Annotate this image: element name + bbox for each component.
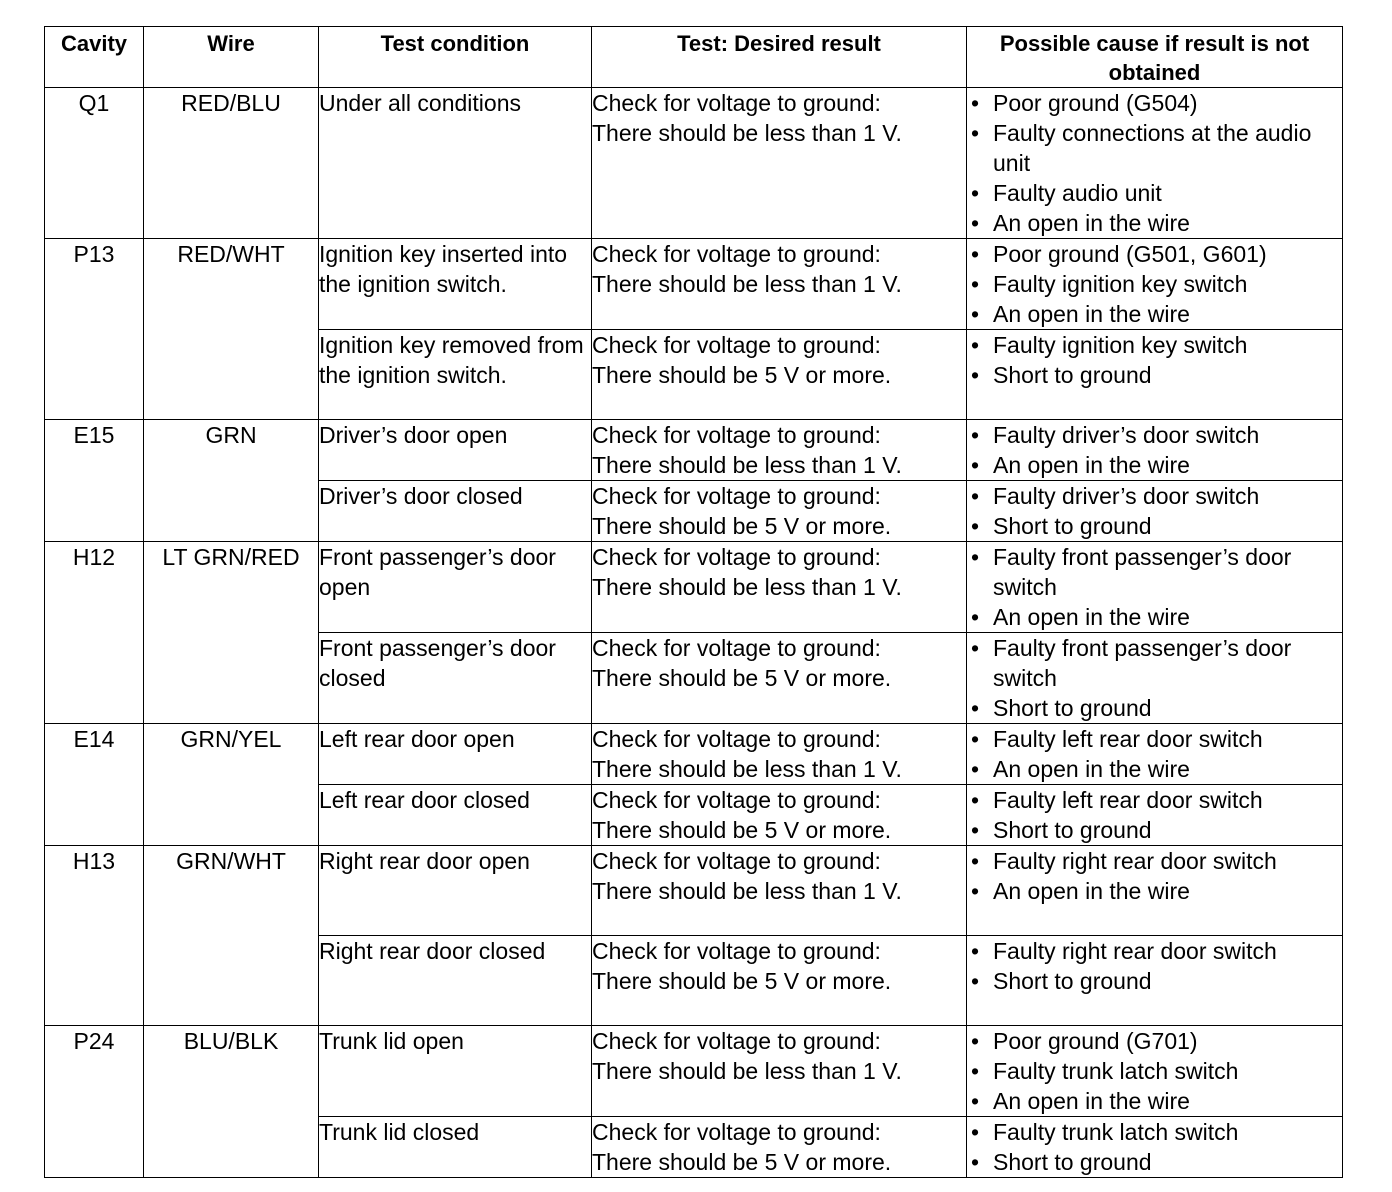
- cause-item: • An open in the wire: [967, 602, 1342, 632]
- header-cavity: Cavity: [45, 27, 144, 88]
- cavity-cell: H13: [45, 846, 144, 1026]
- cause-item: • Poor ground (G501, G601): [967, 239, 1342, 269]
- wiring-test-table: [44, 26, 1343, 1178]
- result-line: There should be 5 V or more.: [592, 513, 892, 539]
- possible-cause-cell: [967, 724, 1343, 785]
- cause-item: • Faulty front passenger’s door switch: [967, 542, 1342, 602]
- cause-item: • Faulty driver’s door switch: [967, 481, 1342, 511]
- test-condition-cell: Left rear door open: [319, 724, 592, 785]
- cavity-cell: H12: [45, 542, 144, 724]
- result-line: Check for voltage to ground:: [592, 726, 881, 752]
- result-line: Check for voltage to ground:: [592, 787, 881, 813]
- desired-result-cell: [592, 633, 967, 724]
- desired-result-cell: [592, 420, 967, 481]
- result-line: There should be 5 V or more.: [592, 362, 892, 388]
- table-row: [45, 542, 1343, 633]
- cause-list: [967, 1026, 1342, 1116]
- desired-result-cell: [592, 542, 967, 633]
- wire-cell: RED/BLU: [144, 88, 319, 239]
- cause-item: • Faulty audio unit: [967, 178, 1342, 208]
- cause-item: • Faulty ignition key switch: [967, 269, 1342, 299]
- table-row: [45, 724, 1343, 785]
- test-condition-cell: Ignition key inserted into the ignition switch.: [319, 239, 592, 330]
- result-line: Check for voltage to ground:: [592, 938, 881, 964]
- cause-list: [967, 239, 1342, 329]
- desired-result-cell: [592, 1026, 967, 1117]
- cause-item: • Faulty driver’s door switch: [967, 420, 1342, 450]
- possible-cause-cell: [967, 420, 1343, 481]
- possible-cause-cell: [967, 481, 1343, 542]
- cause-item: • An open in the wire: [967, 299, 1342, 329]
- cavity-cell: P13: [45, 239, 144, 420]
- cause-item: • Faulty ignition key switch: [967, 330, 1342, 360]
- wire-cell: RED/WHT: [144, 239, 319, 420]
- result-line: Check for voltage to ground:: [592, 483, 881, 509]
- desired-result-cell: [592, 785, 967, 846]
- result-line: Check for voltage to ground:: [592, 1028, 881, 1054]
- cause-list: [967, 88, 1342, 238]
- result-line: There should be less than 1 V.: [592, 452, 902, 478]
- result-line: There should be less than 1 V.: [592, 120, 902, 146]
- cause-list: [967, 1117, 1342, 1177]
- cause-item: • Poor ground (G701): [967, 1026, 1342, 1056]
- cause-item: • Faulty front passenger’s door switch: [967, 633, 1342, 693]
- desired-result-cell: [592, 724, 967, 785]
- possible-cause-cell: [967, 542, 1343, 633]
- cause-item: • Short to ground: [967, 815, 1342, 845]
- cause-list: [967, 330, 1342, 390]
- possible-cause-cell: [967, 239, 1343, 330]
- cause-item: • An open in the wire: [967, 876, 1342, 906]
- result-line: Check for voltage to ground:: [592, 241, 881, 267]
- result-line: There should be less than 1 V.: [592, 1058, 902, 1084]
- result-line: There should be 5 V or more.: [592, 665, 892, 691]
- test-condition-cell: Ignition key removed from the ignition switch.: [319, 330, 592, 420]
- test-condition-cell: Right rear door open: [319, 846, 592, 936]
- table-row: [45, 420, 1343, 481]
- cause-item: • Short to ground: [967, 693, 1342, 723]
- result-line: Check for voltage to ground:: [592, 1119, 881, 1145]
- test-condition-cell: Driver’s door closed: [319, 481, 592, 542]
- wire-cell: GRN: [144, 420, 319, 542]
- desired-result-cell: [592, 330, 967, 420]
- possible-cause-cell: [967, 936, 1343, 1026]
- cause-item: • Short to ground: [967, 511, 1342, 541]
- desired-result-cell: [592, 936, 967, 1026]
- cause-list: [967, 936, 1342, 996]
- result-line: There should be less than 1 V.: [592, 271, 902, 297]
- cause-item: • Faulty left rear door switch: [967, 785, 1342, 815]
- table-row: [45, 846, 1343, 936]
- test-condition-cell: Front passenger’s door closed: [319, 633, 592, 724]
- possible-cause-cell: [967, 88, 1343, 239]
- cavity-cell: E15: [45, 420, 144, 542]
- result-line: There should be less than 1 V.: [592, 878, 902, 904]
- wire-cell: LT GRN/RED: [144, 542, 319, 724]
- cause-item: • Faulty trunk latch switch: [967, 1117, 1342, 1147]
- desired-result-cell: [592, 1117, 967, 1178]
- cause-list: [967, 785, 1342, 845]
- wire-cell: BLU/BLK: [144, 1026, 319, 1178]
- test-condition-cell: Trunk lid closed: [319, 1117, 592, 1178]
- result-line: Check for voltage to ground:: [592, 90, 881, 116]
- cause-item: • Short to ground: [967, 360, 1342, 390]
- cavity-cell: E14: [45, 724, 144, 846]
- cause-item: • Faulty left rear door switch: [967, 724, 1342, 754]
- cause-item: • An open in the wire: [967, 1086, 1342, 1116]
- cause-item: • Short to ground: [967, 1147, 1342, 1177]
- test-condition-cell: Driver’s door open: [319, 420, 592, 481]
- cause-list: [967, 481, 1342, 541]
- wire-cell: GRN/WHT: [144, 846, 319, 1026]
- header-wire: Wire: [144, 27, 319, 88]
- test-condition-cell: Left rear door closed: [319, 785, 592, 846]
- test-condition-cell: Front passenger’s door open: [319, 542, 592, 633]
- possible-cause-cell: [967, 785, 1343, 846]
- cause-list: [967, 633, 1342, 723]
- header-desired-result: Test: Desired result: [592, 27, 967, 88]
- test-condition-cell: Right rear door closed: [319, 936, 592, 1026]
- cause-item: • An open in the wire: [967, 208, 1342, 238]
- result-line: There should be 5 V or more.: [592, 1149, 892, 1175]
- result-line: There should be 5 V or more.: [592, 968, 892, 994]
- cavity-cell: P24: [45, 1026, 144, 1178]
- possible-cause-cell: [967, 1026, 1343, 1117]
- result-line: There should be less than 1 V.: [592, 574, 902, 600]
- result-line: Check for voltage to ground:: [592, 635, 881, 661]
- possible-cause-cell: [967, 633, 1343, 724]
- cause-list: [967, 724, 1342, 784]
- result-line: Check for voltage to ground:: [592, 422, 881, 448]
- desired-result-cell: [592, 239, 967, 330]
- cause-item: • Short to ground: [967, 966, 1342, 996]
- cause-list: [967, 420, 1342, 480]
- desired-result-cell: [592, 846, 967, 936]
- cause-item: • Faulty trunk latch switch: [967, 1056, 1342, 1086]
- possible-cause-cell: [967, 1117, 1343, 1178]
- desired-result-cell: [592, 481, 967, 542]
- cause-item: • Faulty connections at the audio unit: [967, 118, 1342, 178]
- result-line: There should be less than 1 V.: [592, 756, 902, 782]
- header-row: [45, 27, 1343, 88]
- table-row: [45, 239, 1343, 330]
- table-row: [45, 88, 1343, 239]
- cause-item: • Faulty right rear door switch: [967, 846, 1342, 876]
- wire-cell: GRN/YEL: [144, 724, 319, 846]
- test-condition-cell: Trunk lid open: [319, 1026, 592, 1117]
- header-possible-cause: Possible cause if result is not obtained: [967, 27, 1343, 88]
- result-line: There should be 5 V or more.: [592, 817, 892, 843]
- test-condition-cell: Under all conditions: [319, 88, 592, 239]
- cause-item: • An open in the wire: [967, 754, 1342, 784]
- header-test-condition: Test condition: [319, 27, 592, 88]
- cause-list: [967, 846, 1342, 906]
- desired-result-cell: [592, 88, 967, 239]
- result-line: Check for voltage to ground:: [592, 848, 881, 874]
- cause-item: • Faulty right rear door switch: [967, 936, 1342, 966]
- table-row: [45, 1026, 1343, 1117]
- cause-item: • An open in the wire: [967, 450, 1342, 480]
- cause-item: • Poor ground (G504): [967, 88, 1342, 118]
- cavity-cell: Q1: [45, 88, 144, 239]
- possible-cause-cell: [967, 846, 1343, 936]
- possible-cause-cell: [967, 330, 1343, 420]
- cause-list: [967, 542, 1342, 632]
- result-line: Check for voltage to ground:: [592, 544, 881, 570]
- result-line: Check for voltage to ground:: [592, 332, 881, 358]
